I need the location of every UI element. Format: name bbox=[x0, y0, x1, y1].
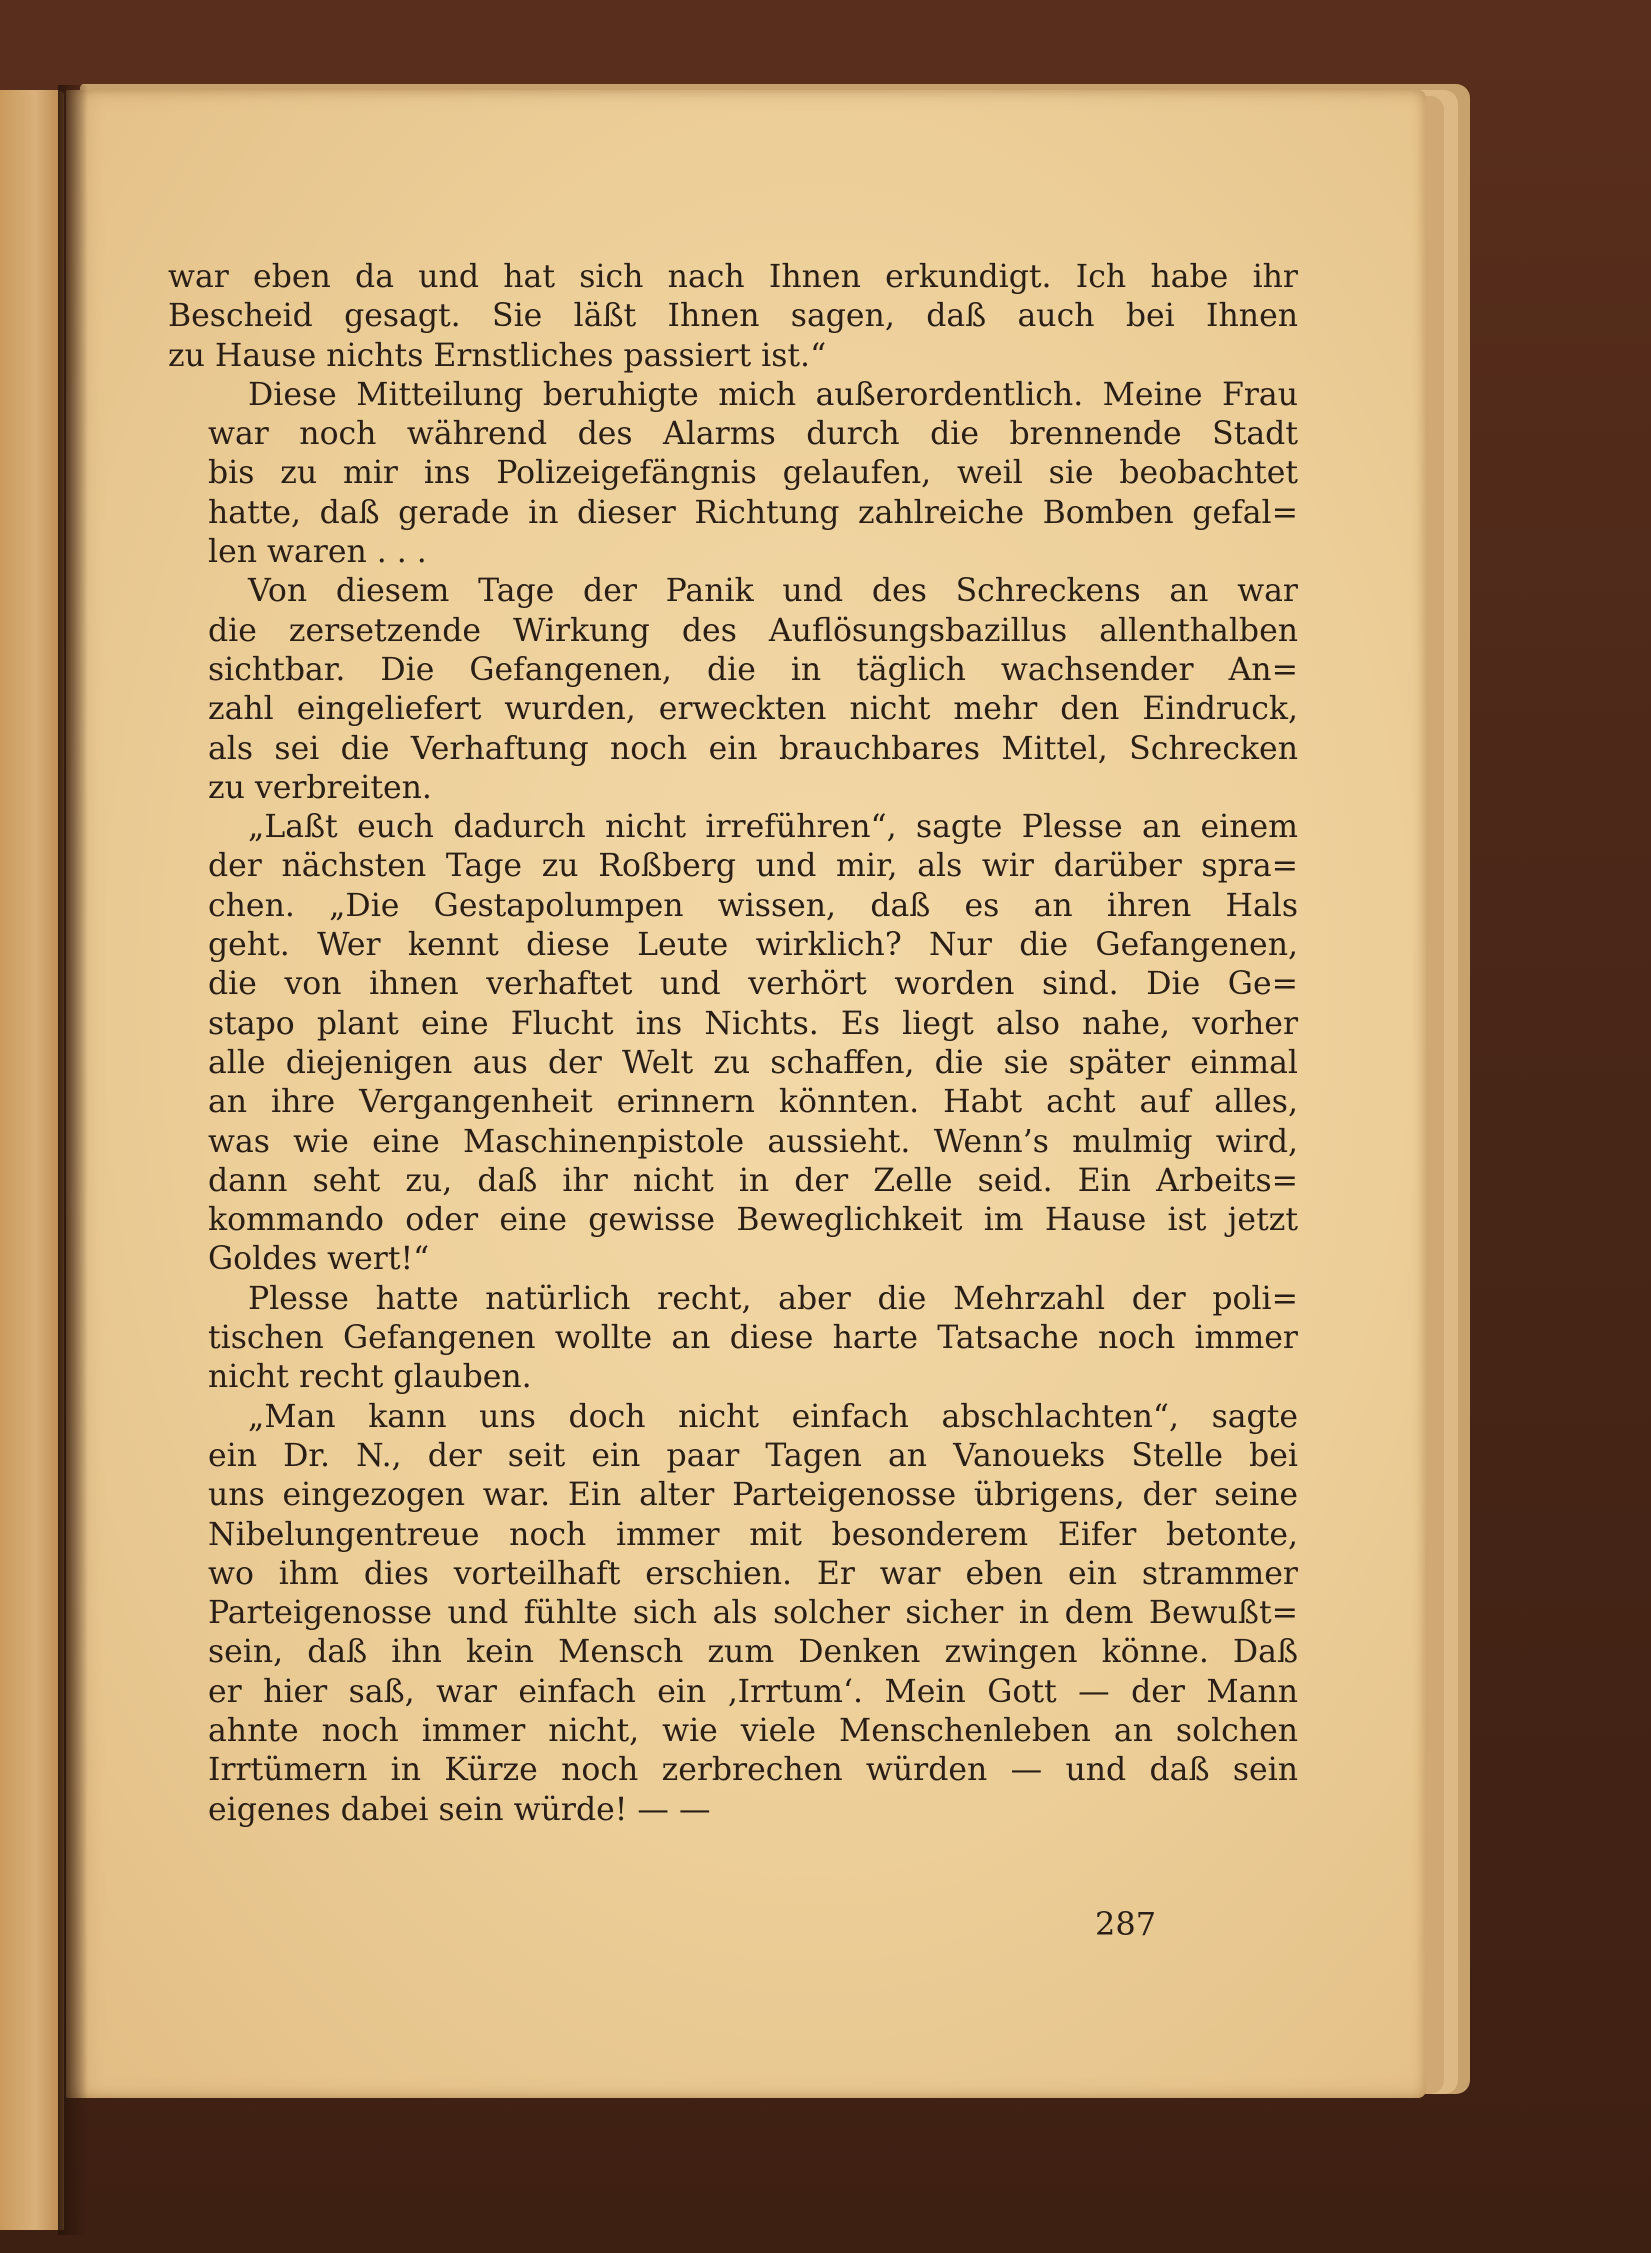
text-line: war noch während des Alarms durch die brennende Stadt bbox=[208, 416, 1298, 453]
text-line: tischen Gefangenen wollte an diese harte Tatsache noch immer bbox=[208, 1320, 1298, 1357]
text-line: die von ihnen verhaftet und verhört worden sind. Die Ge= bbox=[208, 966, 1298, 1003]
text-line: sichtbar. Die Gefangenen, die in täglich wachsender An= bbox=[208, 651, 1298, 688]
text-line: hatte, daß gerade in dieser Richtung zahlreiche Bomben gefal= bbox=[208, 494, 1298, 531]
text-line: len waren . . . bbox=[208, 534, 427, 571]
text-line: eigenes dabei sein würde! — — bbox=[208, 1791, 711, 1828]
text-line: „Laßt euch dadurch nicht irreführen“, sagte Plesse an einem bbox=[248, 809, 1298, 846]
text-line: bis zu mir ins Polizeigefängnis gelaufen, weil sie beobachtet bbox=[208, 455, 1298, 492]
paragraph bbox=[168, 1398, 1298, 1830]
text-line: Goldes wert!“ bbox=[208, 1241, 430, 1278]
paragraph bbox=[168, 808, 1298, 1280]
text-line: zu verbreiten. bbox=[208, 769, 432, 806]
left-page-edge bbox=[0, 90, 64, 2230]
text-line: chen. „Die Gestapolumpen wissen, daß es an ihren Hals bbox=[208, 887, 1298, 924]
text-line: stapo plant eine Flucht ins Nichts. Es liegt also nahe, vorher bbox=[208, 1005, 1298, 1042]
text-line: dann seht zu, daß ihr nicht in der Zelle seid. Ein Arbeits= bbox=[208, 1162, 1298, 1199]
text-line: sein, daß ihn kein Mensch zum Denken zwingen könne. Daß bbox=[208, 1634, 1298, 1671]
text-line: Plesse hatte natürlich recht, aber die Mehrzahl der poli= bbox=[248, 1280, 1298, 1317]
text-line: kommando oder eine gewisse Beweglichkeit im Hause ist jetzt bbox=[208, 1202, 1298, 1239]
text-line: alle diejenigen aus der Welt zu schaffen, die sie später einmal bbox=[208, 1044, 1298, 1081]
text-line: der nächsten Tage zu Roßberg und mir, als wir darüber spra= bbox=[208, 848, 1298, 885]
text-line: Irrtümern in Kürze noch zerbrechen würden — und daß sein bbox=[208, 1752, 1298, 1789]
book-page bbox=[66, 90, 1426, 2098]
paragraph bbox=[168, 376, 1298, 572]
text-line: Diese Mitteilung beruhigte mich außerordentlich. Meine Frau bbox=[248, 376, 1298, 413]
page-number: 287 bbox=[1095, 1905, 1157, 1943]
text-line: „Man kann uns doch nicht einfach abschlachten“, sagte bbox=[248, 1398, 1298, 1435]
text-line: nicht recht glauben. bbox=[208, 1359, 532, 1396]
text-line: was wie eine Maschinenpistole aussieht. Wenn’s mulmig wird, bbox=[208, 1123, 1298, 1160]
text-line: uns eingezogen war. Ein alter Parteigenosse übrigens, der seine bbox=[208, 1477, 1298, 1514]
text-line: Nibelungentreue noch immer mit besonderem Eifer betonte, bbox=[208, 1516, 1298, 1553]
paragraph bbox=[168, 1280, 1298, 1398]
text-line: als sei die Verhaftung noch ein brauchbares Mittel, Schrecken bbox=[208, 730, 1298, 767]
text-line: ahnte noch immer nicht, wie viele Menschenleben an solchen bbox=[208, 1712, 1298, 1749]
page-text bbox=[168, 258, 1298, 1830]
text-line: zahl eingeliefert wurden, erweckten nicht mehr den Eindruck, bbox=[208, 691, 1298, 728]
text-line: geht. Wer kennt diese Leute wirklich? Nur die Gefangenen, bbox=[208, 927, 1298, 964]
paragraph bbox=[168, 572, 1298, 808]
text-line: an ihre Vergangenheit erinnern könnten. Habt acht auf alles, bbox=[208, 1084, 1298, 1121]
text-line: die zersetzende Wirkung des Auflösungsbazillus allenthalben bbox=[208, 612, 1298, 649]
text-line: ein Dr. N., der seit ein paar Tagen an Vanoueks Stelle bei bbox=[208, 1437, 1298, 1474]
gutter-shadow bbox=[58, 85, 88, 2235]
text-line: zu Hause nichts Ernstliches passiert ist.“ bbox=[168, 337, 827, 374]
text-line: Bescheid gesagt. Sie läßt Ihnen sagen, daß auch bei Ihnen bbox=[168, 298, 1298, 335]
paragraph bbox=[168, 258, 1298, 376]
text-line: er hier saß, war einfach ein ‚Irrtum‘. Mein Gott — der Mann bbox=[208, 1673, 1298, 1710]
text-line: Parteigenosse und fühlte sich als solcher sicher in dem Bewußt= bbox=[208, 1595, 1298, 1632]
text-line: war eben da und hat sich nach Ihnen erkundigt. Ich habe ihr bbox=[168, 259, 1298, 295]
text-line: wo ihm dies vorteilhaft erschien. Er war eben ein strammer bbox=[208, 1555, 1298, 1592]
text-line: Von diesem Tage der Panik und des Schreckens an war bbox=[248, 573, 1298, 610]
